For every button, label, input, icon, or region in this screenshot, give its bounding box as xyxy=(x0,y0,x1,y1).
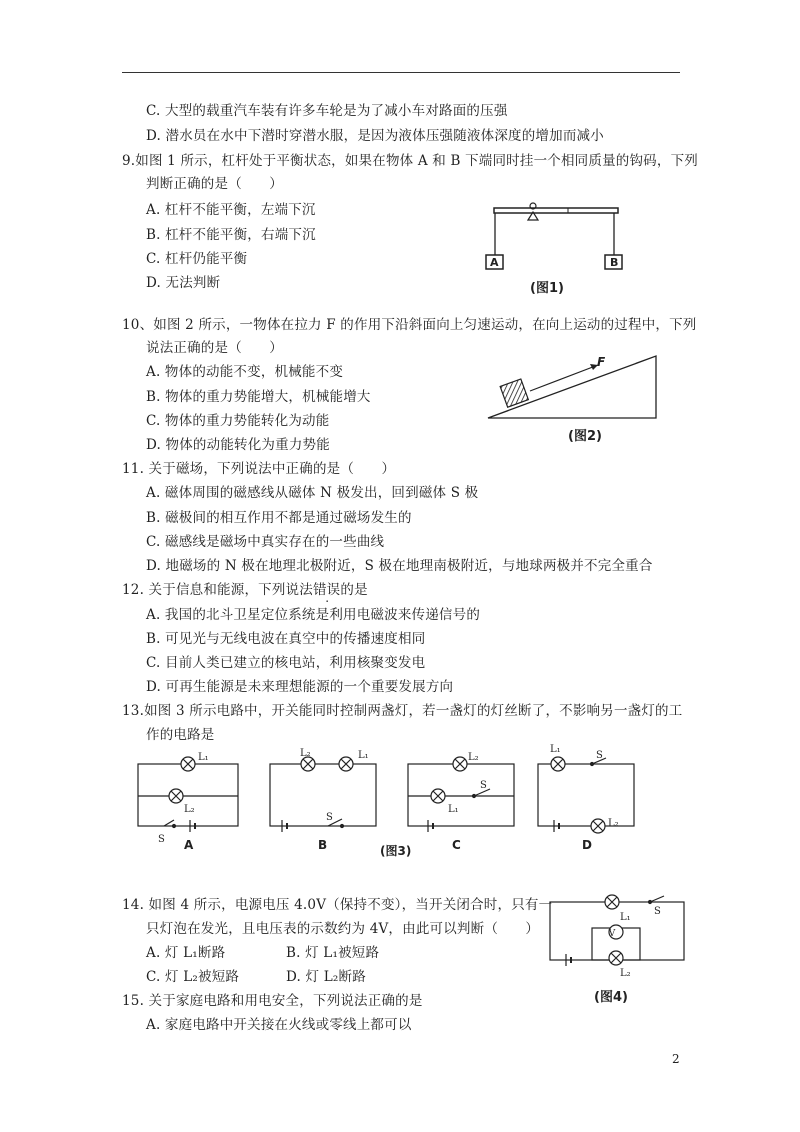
svg-text:S: S xyxy=(654,906,661,917)
svg-text:L₂: L₂ xyxy=(608,818,619,829)
q10-option-a: A. 物体的动能不变，机械能不变 xyxy=(146,364,344,380)
q9-option-b: B. 杠杆不能平衡，右端下沉 xyxy=(146,227,316,243)
q12-option-c: C. 目前人类已建立的核电站，利用核聚变发电 xyxy=(146,655,426,671)
svg-text:L₂: L₂ xyxy=(620,968,631,979)
prev-option-d: D. 潜水员在水中下潜时穿潜水服，是因为液体压强随液体深度的增加而减小 xyxy=(146,128,604,144)
svg-text:L₂: L₂ xyxy=(468,752,479,763)
q10-option-c: C. 物体的重力势能转化为动能 xyxy=(146,413,330,429)
q14-option-a: A. 灯 L₁断路 xyxy=(146,945,226,961)
q10-option-d: D. 物体的动能转化为重力势能 xyxy=(146,437,330,453)
svg-text:S: S xyxy=(326,812,333,823)
q12-stem xyxy=(122,581,368,599)
q12-stem-suffix: 的是 xyxy=(340,582,368,598)
svg-text:L₁: L₁ xyxy=(620,912,631,923)
figure-1-label-a: A xyxy=(490,256,499,269)
q10-stem-line2: 说法正确的是（ ） xyxy=(146,340,283,356)
svg-text:L₁: L₁ xyxy=(358,750,369,761)
q11-option-a: A. 磁体周围的磁感线从磁体 N 极发出，回到磁体 S 极 xyxy=(146,485,479,501)
q11-option-b: B. 磁极间的相互作用不都是通过磁场发生的 xyxy=(146,510,412,526)
q14-stem-line1: 14. 如图 4 所示，电源电压 4.0V（保持不变），当开关闭合时，只有一 xyxy=(122,897,553,913)
q12-stem-prefix: 12. 关于信息和能源，下列说法 xyxy=(122,582,313,598)
q11-stem: 11. 关于磁场，下列说法中正确的是（ ） xyxy=(122,461,396,477)
svg-text:S: S xyxy=(596,750,603,761)
svg-text:S: S xyxy=(480,780,487,791)
svg-text:L₁: L₁ xyxy=(550,744,561,755)
q11-option-c: C. 磁感线是磁场中真实存在的一些曲线 xyxy=(146,534,385,550)
svg-text:L₁: L₁ xyxy=(448,804,459,815)
figure-2-incline xyxy=(484,352,664,422)
svg-text:S: S xyxy=(158,834,165,845)
q12-option-a: A. 我国的北斗卫星定位系统是利用电磁波来传递信号的 xyxy=(146,607,481,623)
q9-stem-line1: 9.如图 1 所示，杠杆处于平衡状态，如果在物体 A 和 B 下端同时挂一个相同质量的钩码，下列 xyxy=(122,153,698,169)
q9-option-c: C. 杠杆仍能平衡 xyxy=(146,251,248,267)
q13-stem-line1: 13.如图 3 所示电路中，开关能同时控制两盏灯，若一盏灯的灯丝断了，不影响另一盏灯的工 xyxy=(122,703,683,719)
svg-text:L₂: L₂ xyxy=(184,804,195,815)
figure-1-caption: (图1) xyxy=(530,281,564,296)
figure-4-circuit xyxy=(546,892,690,982)
circuit-d-label: D xyxy=(582,838,592,852)
q14-stem-line2: 只灯泡在发光，且电压表的示数约为 4V，由此可以判断（ ） xyxy=(146,921,540,937)
header-rule xyxy=(122,72,680,73)
figure-2-caption: (图2) xyxy=(568,429,602,444)
svg-text:V: V xyxy=(608,929,616,939)
q15-option-a: A. 家庭电路中开关接在火线或零线上都可以 xyxy=(146,1017,412,1033)
prev-option-c: C. 大型的载重汽车装有许多车轮是为了减小车对路面的压强 xyxy=(146,103,508,119)
q9-stem-line2: 判断正确的是（ ） xyxy=(146,176,283,192)
circuit-a-label: A xyxy=(184,838,194,852)
q14-option-c: C. 灯 L₂被短路 xyxy=(146,969,240,985)
svg-text:L₂: L₂ xyxy=(300,748,311,759)
page-number: 2 xyxy=(672,1052,680,1066)
q9-option-a: A. 杠杆不能平衡，左端下沉 xyxy=(146,202,316,218)
q10-option-b: B. 物体的重力势能增大，机械能增大 xyxy=(146,389,371,405)
q14-option-d: D. 灯 L₂断路 xyxy=(286,969,366,985)
q12-stem-emphasis: 错误 xyxy=(312,582,341,598)
svg-text:L₁: L₁ xyxy=(198,752,209,763)
q11-option-d: D. 地磁场的 N 极在地理北极附近，S 极在地理南极附近，与地球两极并不完全重合 xyxy=(146,558,653,574)
figure-3-circuits xyxy=(130,744,650,856)
figure-4-caption: (图4) xyxy=(594,990,628,1005)
q12-option-d: D. 可再生能源是未来理想能源的一个重要发展方向 xyxy=(146,679,454,695)
q14-option-b: B. 灯 L₁被短路 xyxy=(286,945,380,961)
circuit-c-label: C xyxy=(452,838,461,852)
circuit-b-label: B xyxy=(318,838,328,852)
q10-stem-line1: 10、如图 2 所示，一物体在拉力 F 的作用下沿斜面向上匀速运动，在向上运动的过程中，下列 xyxy=(122,317,697,333)
q15-stem: 15. 关于家庭电路和用电安全，下列说法正确的是 xyxy=(122,993,423,1009)
figure-2-force-label: F xyxy=(597,355,606,369)
figure-3-caption: (图3) xyxy=(380,844,412,858)
q9-option-d: D. 无法判断 xyxy=(146,275,221,291)
q13-stem-line2: 作的电路是 xyxy=(146,727,215,743)
figure-1-label-b: B xyxy=(610,256,619,269)
q12-option-b: B. 可见光与无线电波在真空中的传播速度相同 xyxy=(146,631,426,647)
